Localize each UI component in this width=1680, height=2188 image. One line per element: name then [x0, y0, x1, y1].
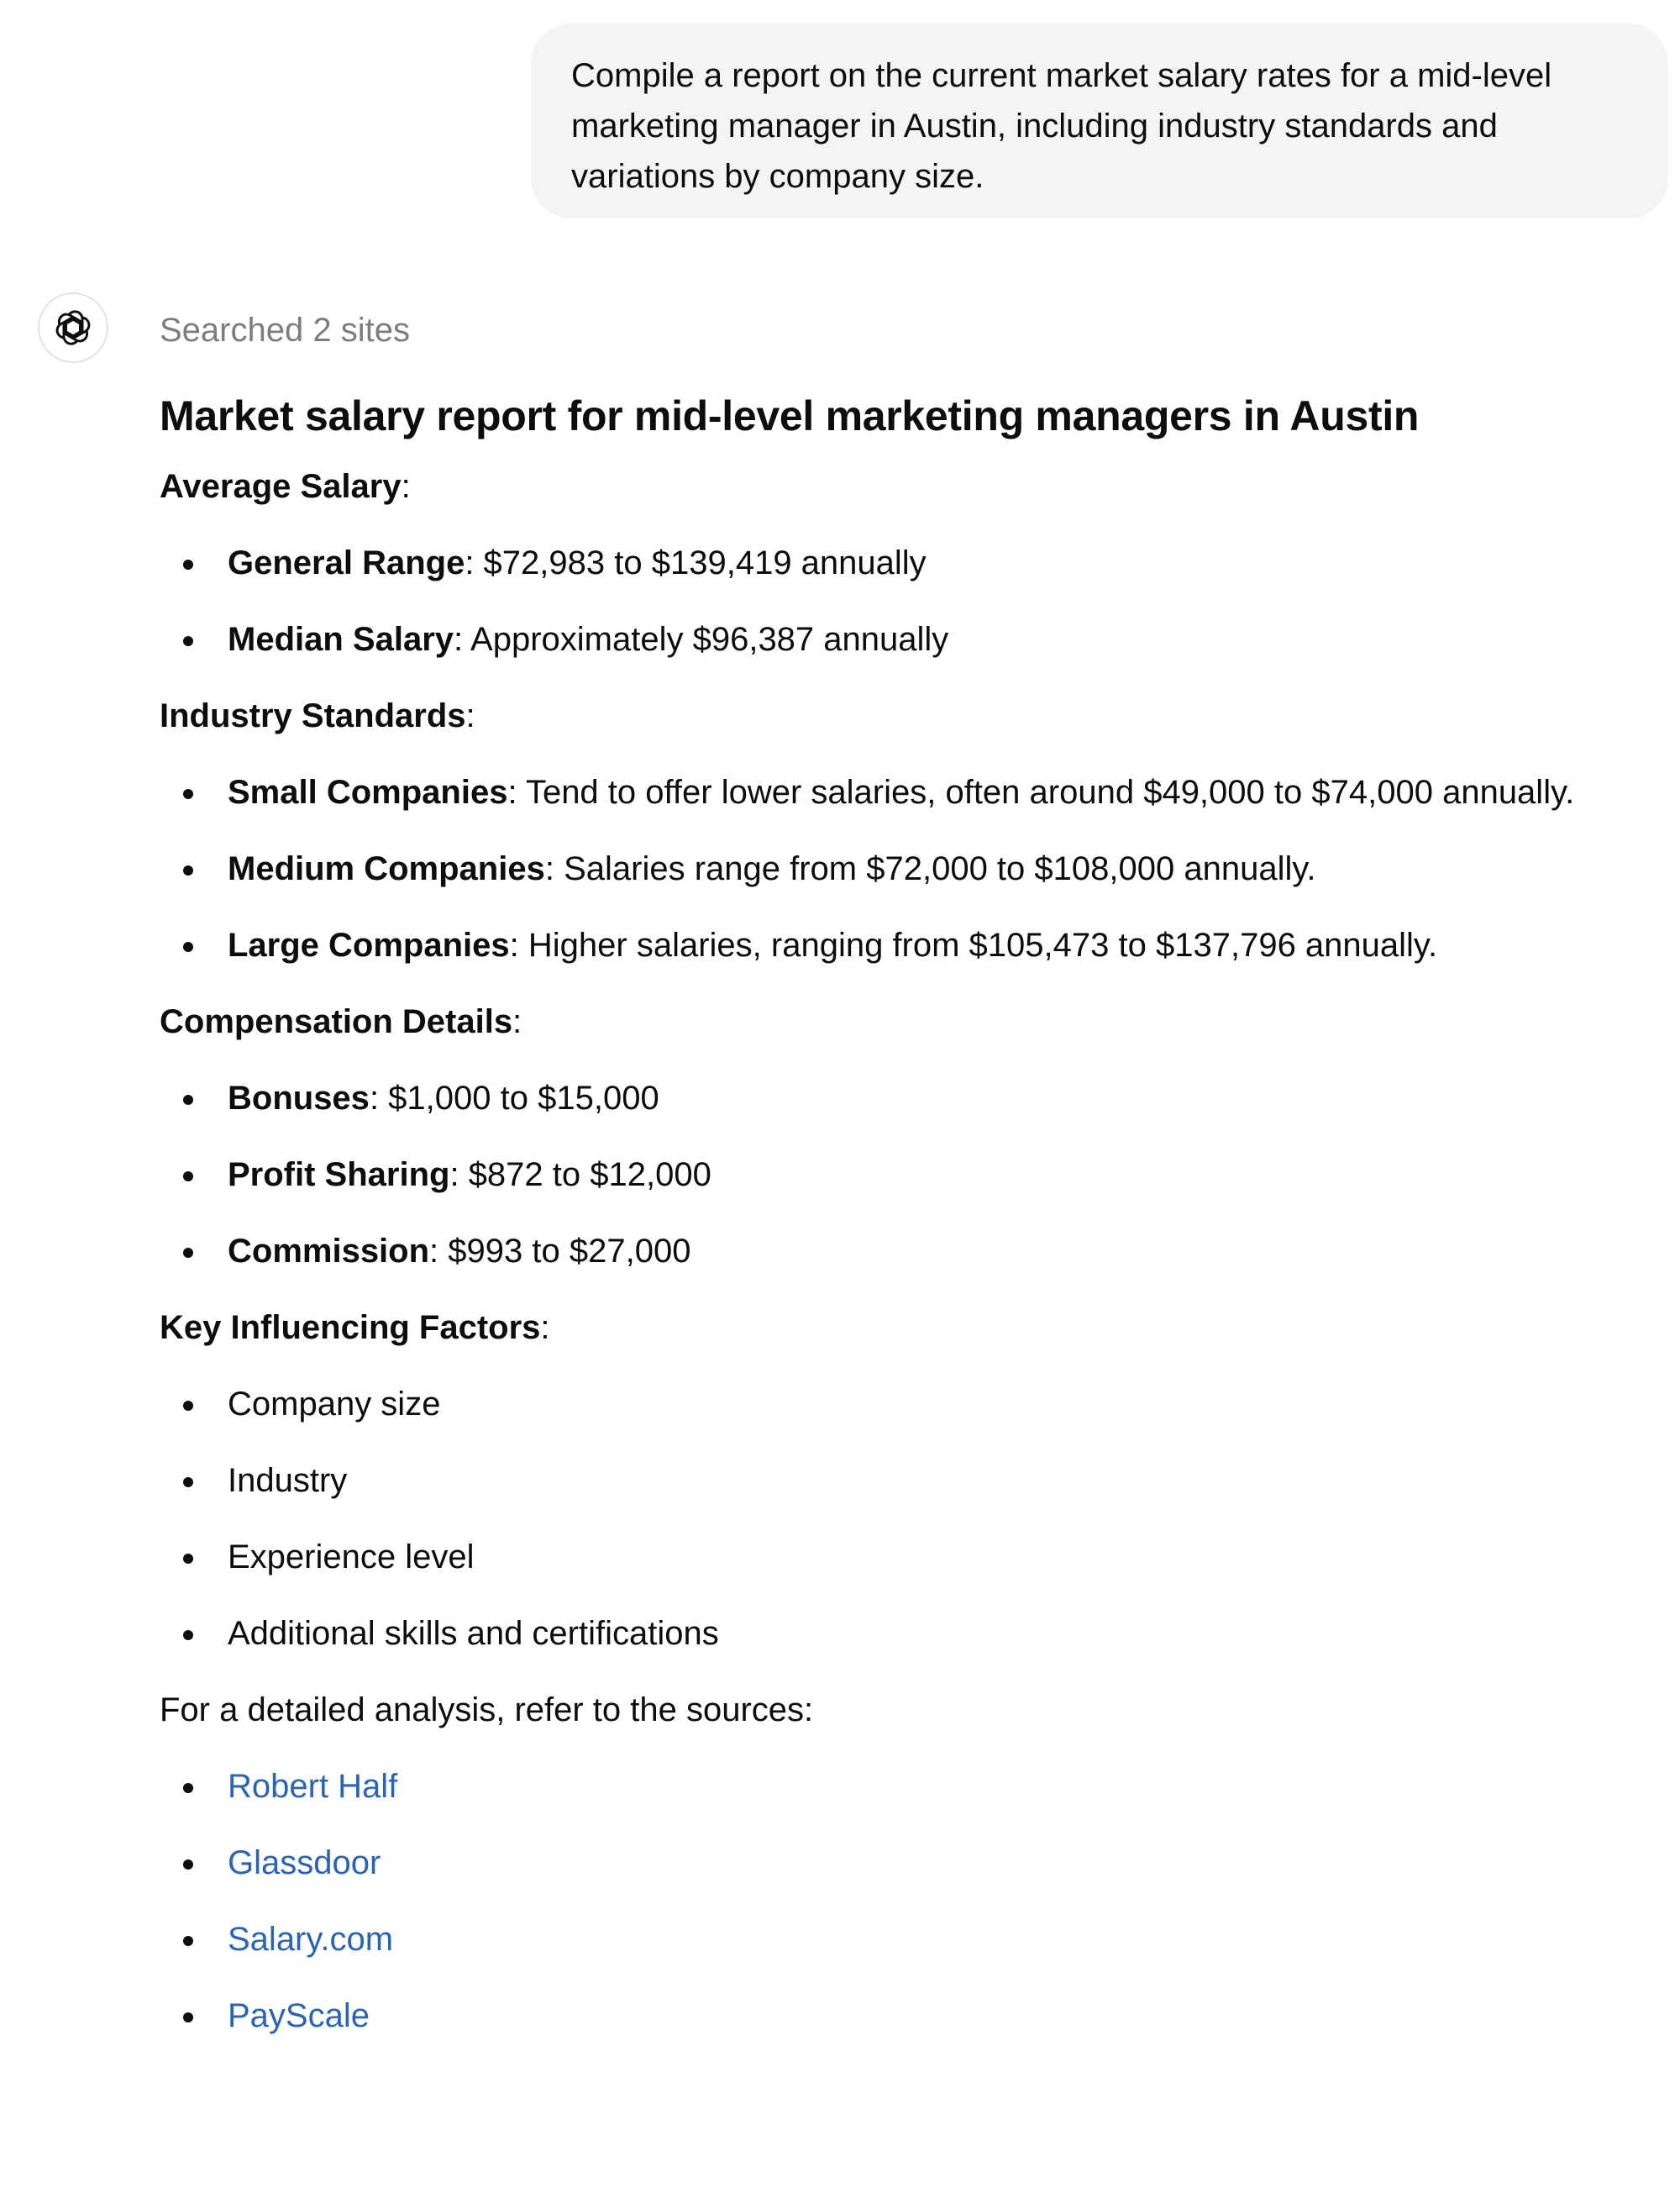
item-text: : $72,983 to $139,419 annually: [465, 544, 927, 581]
section-heading: Average Salary:: [160, 468, 411, 505]
assistant-response: [160, 382, 1655, 2067]
item-text: : Approximately $96,387 annually: [454, 621, 949, 658]
section-heading: Industry Standards:: [160, 697, 475, 734]
user-message-text: Compile a report on the current market salary rates for a mid-level marketing manager in Austin, including industry standards and variations by company size.: [571, 57, 1552, 195]
searched-sites-status[interactable]: Searched 2 sites: [160, 312, 410, 349]
section-average-salary: [160, 461, 1655, 665]
list-item: [160, 767, 1655, 818]
sources-list: [160, 1761, 1655, 2041]
assistant-avatar: [38, 292, 108, 363]
section-heading-label: Industry Standards: [160, 697, 466, 734]
user-message-bubble: [531, 24, 1668, 218]
compensation-list: [160, 1073, 1655, 1276]
openai-logo-icon: [52, 307, 94, 349]
source-link-glassdoor[interactable]: Glassdoor: [228, 1844, 381, 1881]
item-text: : $1,000 to $15,000: [369, 1080, 659, 1117]
section-key-factors: [160, 1302, 1655, 1659]
list-item: [160, 920, 1655, 970]
list-item: [160, 538, 1655, 588]
list-item: Company size: [160, 1379, 1655, 1429]
item-text: : Tend to offer lower salaries, often around $49,000 to $74,000 annually.: [507, 774, 1575, 811]
list-item: Industry: [160, 1455, 1655, 1506]
item-text: : Salaries range from $72,000 to $108,000 annually.: [544, 850, 1316, 887]
item-label: Profit Sharing: [228, 1156, 450, 1193]
list-item: [160, 1226, 1655, 1276]
list-item: Additional skills and certifications: [160, 1608, 1655, 1659]
industry-standards-list: [160, 767, 1655, 970]
item-label: Median Salary: [228, 621, 454, 658]
list-item: [160, 1149, 1655, 1200]
sources-intro: For a detailed analysis, refer to the sources:: [160, 1691, 814, 1728]
source-link-payscale[interactable]: PayScale: [228, 1997, 370, 2034]
list-item: [160, 1073, 1655, 1123]
item-label: Medium Companies: [228, 850, 545, 887]
section-heading-label: Compensation Details: [160, 1003, 513, 1040]
item-text: : $993 to $27,000: [429, 1233, 691, 1270]
item-label: Small Companies: [228, 774, 508, 811]
item-text: : Higher salaries, ranging from $105,473 to $137,796 annually.: [509, 927, 1438, 964]
key-factors-list: [160, 1379, 1655, 1659]
item-label: Commission: [228, 1233, 430, 1270]
section-heading: Compensation Details:: [160, 1003, 522, 1040]
average-salary-list: [160, 538, 1655, 665]
section-heading-label: Key Influencing Factors: [160, 1309, 541, 1346]
list-item: [160, 1991, 1655, 2041]
list-item: Experience level: [160, 1532, 1655, 1582]
item-text: : $872 to $12,000: [449, 1156, 711, 1193]
list-item: [160, 614, 1655, 665]
list-item: [160, 1914, 1655, 1964]
section-heading: Key Influencing Factors:: [160, 1309, 550, 1346]
list-item: [160, 844, 1655, 894]
source-link-robert-half[interactable]: Robert Half: [228, 1768, 398, 1805]
section-compensation-details: [160, 997, 1655, 1276]
section-heading-label: Average Salary: [160, 468, 402, 505]
report-title: Market salary report for mid-level marketing managers in Austin: [160, 392, 1420, 439]
item-label: General Range: [228, 544, 465, 581]
source-link-salary-com[interactable]: Salary.com: [228, 1921, 394, 1958]
list-item: [160, 1761, 1655, 1812]
item-label: Large Companies: [228, 927, 510, 964]
section-industry-standards: [160, 691, 1655, 970]
item-label: Bonuses: [228, 1080, 370, 1117]
list-item: [160, 1838, 1655, 1888]
